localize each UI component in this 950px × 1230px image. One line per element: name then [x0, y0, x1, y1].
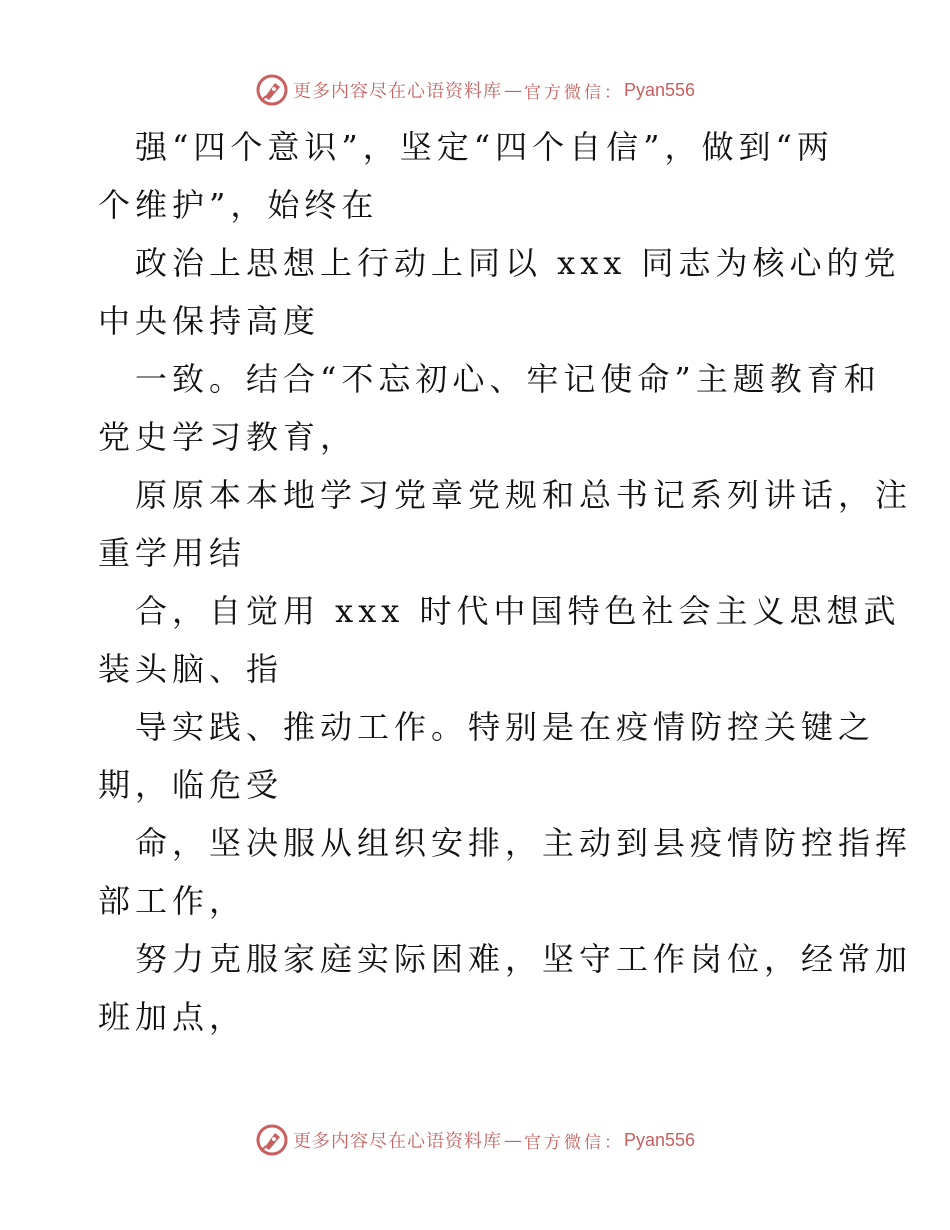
text-line: 一致。结合“不忘初心、牢记使命”主题教育和: [135, 360, 881, 398]
text-line: 合，自觉用 xxx 时代中国特色社会主义思想武: [135, 592, 901, 630]
pen-nib-logo-icon: [255, 73, 289, 107]
header-banner: [0, 72, 950, 108]
banner-wechat-id: Pyan556: [623, 79, 696, 100]
document-body: [98, 118, 913, 1046]
text-line: 政治上思想上行动上同以 xxx 同志为核心的党: [135, 244, 901, 282]
footer-banner: [0, 1122, 950, 1158]
text-line: 命，坚决服从组织安排，主动到县疫情防控指挥: [135, 824, 913, 862]
text-line: 原原本本地学习党章党规和总书记系列讲话，注: [135, 476, 913, 514]
banner-title: 更多内容尽在心语资料库: [292, 81, 502, 102]
text-line: 装头脑、指: [98, 650, 284, 688]
banner-wechat-id: Pyan556: [623, 1129, 696, 1150]
text-line: 努力克服家庭实际困难，坚守工作岗位，经常加: [135, 940, 913, 978]
banner-separator: —: [503, 79, 522, 101]
text-line: 中央保持高度: [98, 302, 321, 340]
text-line: 期，临危受: [98, 766, 284, 804]
text-line: 个维护”，始终在: [98, 186, 379, 224]
text-line: 部工作，: [98, 882, 247, 920]
text-line: 导实践、推动工作。特别是在疫情防控关键之: [135, 708, 876, 746]
banner-separator: —: [503, 1129, 522, 1151]
text-line: 党史学习教育，: [98, 418, 358, 456]
pen-nib-logo-icon: [255, 1123, 289, 1157]
text-line: 重学用结: [98, 534, 247, 572]
banner-title: 更多内容尽在心语资料库: [292, 1131, 502, 1152]
banner-wechat-label: 官方微信：: [523, 82, 624, 103]
banner-wechat-label: 官方微信：: [523, 1132, 624, 1153]
text-line: 班加点，: [98, 998, 247, 1036]
text-line: 强“四个意识”，坚定“四个自信”，做到“两: [135, 128, 834, 166]
